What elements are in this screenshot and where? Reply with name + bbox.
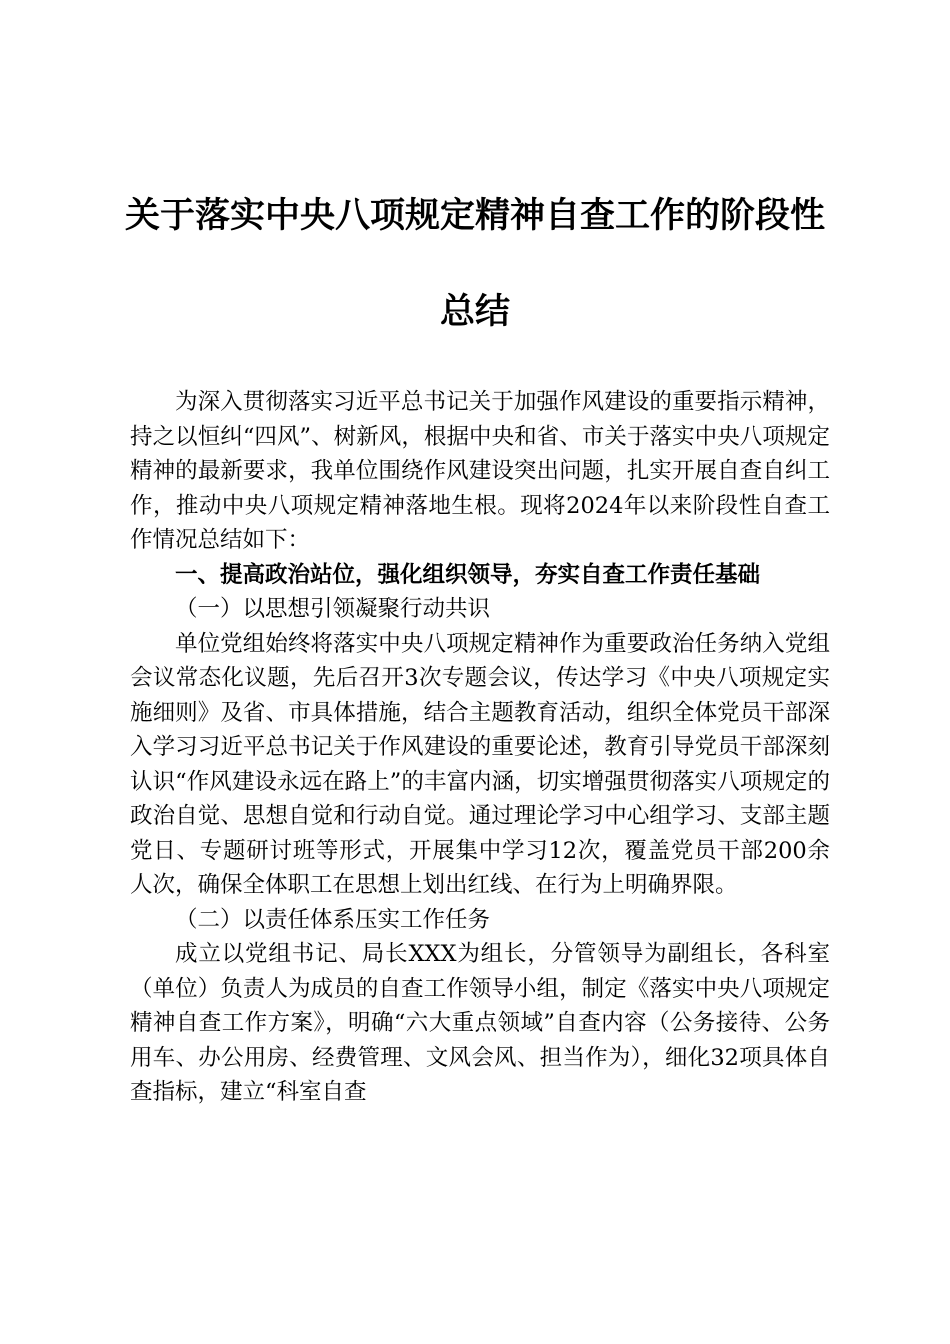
- document-title-line-2: 总结: [439, 292, 510, 332]
- subsection-heading-1: （一）以思想引领凝聚行动共识: [175, 596, 491, 622]
- document-body: [130, 385, 830, 1110]
- body-paragraph-1: 单位党组始终将落实中央八项规定精神作为重要政治任务纳入党组会议常态化议题，先后召开3次专题会议，传达学习《中央八项规定实施细则》及省、市具体措施，结合主题教育活动，组织全体党员干部深入学习习近平总书记关于作风建设的重要论述，教育引导党员干部深刻认识“作风建设永远在路上”的丰富内涵，切实增强贯彻落实八项规定的政治自觉、思想自觉和行动自觉。通过理论学习中心组学习、支部主题党日、专题研讨班等形式，开展集中学习12次，覆盖党员干部200余人次，确保全体职工在思想上划出红线、在行为上明确界限。: [130, 630, 830, 898]
- body-paragraph-2: 成立以党组书记、局长XXX为组长，分管领导为副组长，各科室（单位）负责人为成员的自查工作领导小组，制定《落实中央八项规定精神自查工作方案》，明确“六大重点领域”自查内容（公务接待、公务用车、办公用房、经费管理、文风会风、担当作为），细化32项具体自查指标，建立“科室自查: [130, 941, 830, 1105]
- intro-paragraph: 为深入贯彻落实习近平总书记关于加强作风建设的重要指示精神，持之以恒纠“四风”、树新风，根据中央和省、市关于落实中央八项规定精神的最新要求，我单位围绕作风建设突出问题，扎实开展自查自纠工作，推动中央八项规定精神落地生根。现将2024年以来阶段性自查工作情况总结如下：: [130, 389, 830, 553]
- document-title-line-1: 关于落实中央八项规定精神自查工作的阶段性: [124, 196, 825, 236]
- subsection-heading-2: （二）以责任体系压实工作任务: [175, 906, 491, 933]
- section-heading-1: 一、提高政治站位，强化组织领导，夯实自查工作责任基础: [175, 561, 761, 588]
